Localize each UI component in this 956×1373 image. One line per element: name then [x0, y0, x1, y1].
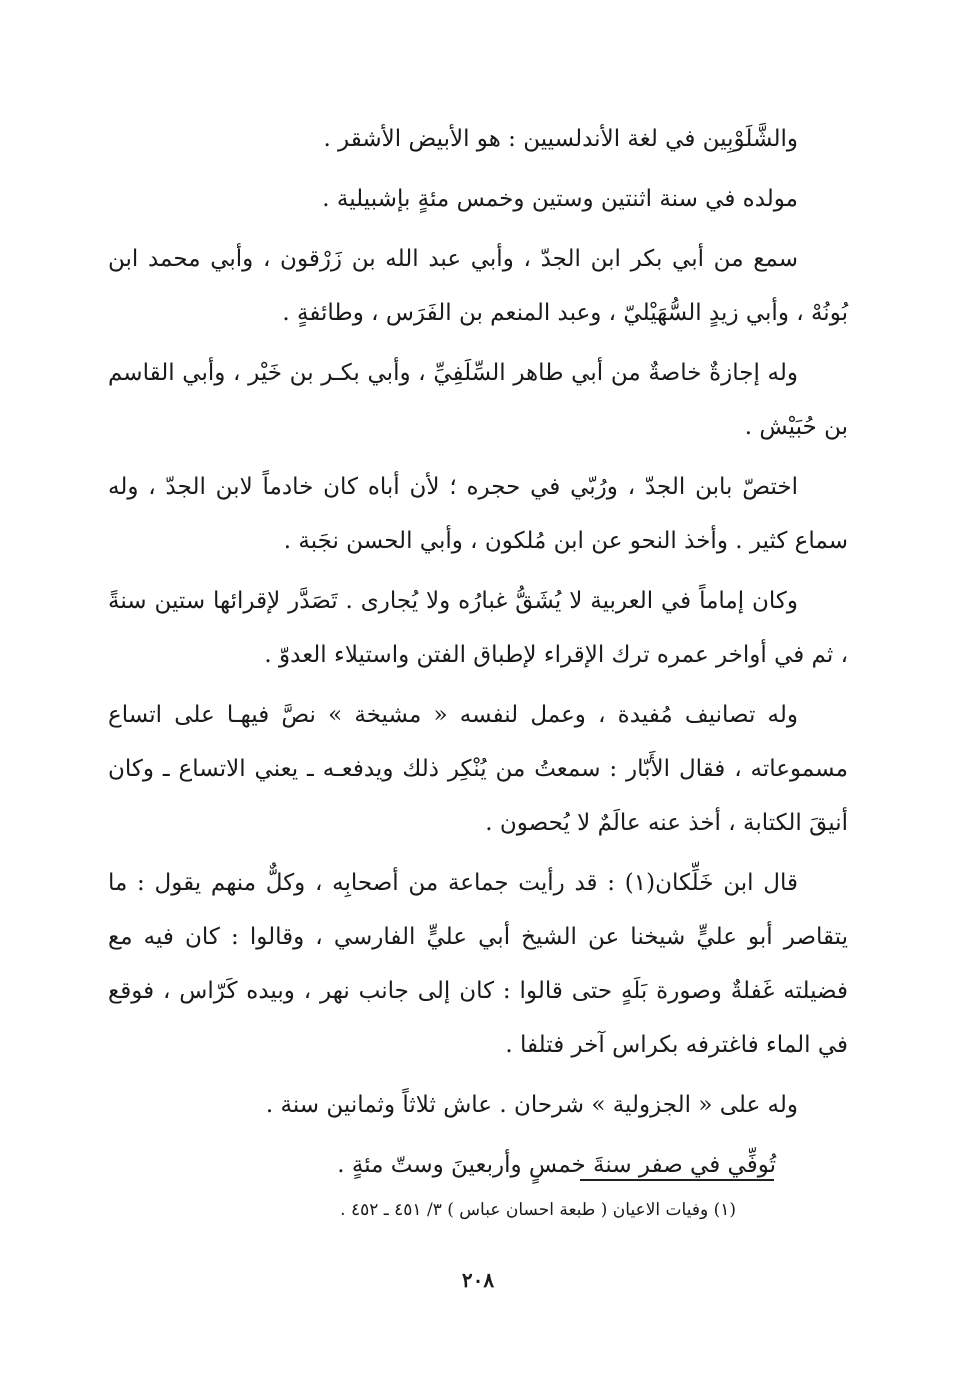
- footnote-divider: [580, 1179, 774, 1181]
- paragraph: والشَّلَوْبِين في لغة الأندلسيين : هو الأبيض الأشقر .: [323, 126, 798, 152]
- paragraph: تُوفِّي في صفر سنةَ خمسٍ وأربعينَ وستّ مئةٍ .: [337, 1152, 776, 1178]
- paragraph: وله تصانيف مُفيدة ، وعمل لنفسه « مشيخة » نصَّ فيهـا على اتساع مسموعاته ، فقال الأَبّار : سمعتُ من يُنْكِر ذلك ويدفعـه ـ يعني الاتساع ـ وكان أنيقَ الكتابة ، أخذ عنه عالَمٌ لا يُحصون .: [108, 702, 848, 836]
- paragraph: وله على « الجزولية » شرحان . عاش ثلاثاً وثمانين سنة .: [265, 1092, 798, 1118]
- footnote: (١) وفيات الاعيان ( طبعة احسان عباس ) ٣/ ٤٥١ ـ ٤٥٢ .: [340, 1200, 736, 1220]
- body-text: [108, 112, 848, 1198]
- paragraph: وله إجازةٌ خاصةٌ من أبي طاهر السِّلَفِيِّ ، وأبي بكـر بن خَيْر ، وأبي القاسم بن حُبَيْش .: [108, 360, 848, 440]
- paragraph: اختصّ بابن الجدّ ، ورُبّي في حجره ؛ لأن أباه كان خادماً لابن الجدّ ، وله سماع كثير . وأخذ النحو عن ابن مُلكون ، وأبي الحسن نجَبة .: [108, 474, 848, 554]
- paragraph: قال ابن خَلِّكان(١) : قد رأيت جماعة من أصحابِه ، وكلٌّ منهم يقول : ما يتقاصر أبو عليٍّ شيخنا عن الشيخ أبي عليٍّ الفارسي ، وقالوا : كان فيه مع فضيلته غَفلةٌ وصورة بَلَهٍ حتى قالوا : كان إلى جانب نهر ، وبيده كَرّاس ، فوقع في الماء فاغترفه بكراس آخر فتلفا .: [108, 870, 848, 1058]
- paragraph: وكان إماماً في العربية لا يُشَقُّ غبارُه ولا يُجارى . تَصَدَّر لإقرائها ستين سنةً ، ثم في أواخر عمره ترك الإقراء لإطباق الفتن واستيلاء العدوّ .: [108, 588, 848, 668]
- paragraph: سمع من أبي بكر ابن الجدّ ، وأبي عبد الله بن زَرْقون ، وأبي محمد ابن بُونُهْ ، وأبي زيدٍ السُّهَيْليّ ، وعبد المنعم بن الفَرَس ، وطائفةٍ .: [108, 246, 848, 326]
- paragraph: مولده في سنة اثنتين وستين وخمس مئةٍ بإشبيلية .: [322, 186, 798, 212]
- page-number: ٢٠٨: [461, 1268, 495, 1292]
